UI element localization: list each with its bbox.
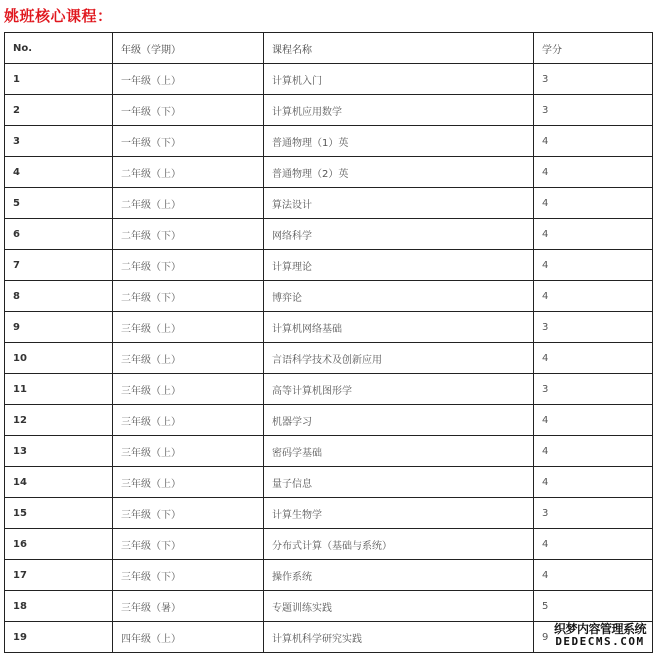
row-number [5, 64, 113, 95]
row-credit-text: 3 [542, 321, 549, 333]
row-credit [534, 436, 653, 467]
row-credit-text: 3 [542, 383, 549, 395]
table-row [5, 622, 653, 653]
row-credit-text: 4 [542, 166, 549, 178]
table-row [5, 467, 653, 498]
watermark [554, 623, 646, 647]
row-grade-semester [113, 560, 264, 591]
row-grade-semester [113, 95, 264, 126]
row-number [5, 281, 113, 312]
row-credit [534, 343, 653, 374]
row-course-name-text: 分布式计算（基础与系统） [272, 540, 392, 552]
table-row [5, 126, 653, 157]
header-credit: 学分 [534, 33, 653, 64]
row-number-text: 16 [13, 538, 27, 550]
row-grade-semester [113, 312, 264, 343]
table-row [5, 312, 653, 343]
row-grade-semester-text: 二年级（下） [121, 292, 181, 304]
row-grade-semester [113, 374, 264, 405]
row-credit [534, 591, 653, 622]
row-grade-semester-text: 三年级（下） [121, 509, 181, 521]
row-credit [534, 95, 653, 126]
row-course-name-text: 机器学习 [272, 416, 312, 428]
row-number-text: 3 [13, 135, 20, 147]
header-no: No. [5, 33, 113, 64]
row-course-name [264, 312, 534, 343]
row-grade-semester [113, 343, 264, 374]
row-grade-semester-text: 三年级（上） [121, 323, 181, 335]
table-row [5, 591, 653, 622]
watermark-text-en: DEDECMS.COM [555, 634, 645, 648]
row-credit-text: 4 [542, 538, 549, 550]
row-number-text: 11 [13, 383, 27, 395]
row-course-name-text: 计算机入门 [272, 75, 322, 87]
row-course-name-text: 高等计算机图形学 [272, 385, 352, 397]
row-grade-semester-text: 二年级（上） [121, 199, 181, 211]
row-credit-text: 4 [542, 290, 549, 302]
row-course-name-text: 计算生物学 [272, 509, 322, 521]
table-row [5, 281, 653, 312]
row-course-name-text: 普通物理（1）英 [272, 137, 349, 149]
table-row [5, 219, 653, 250]
row-number [5, 188, 113, 219]
table-row [5, 343, 653, 374]
row-number [5, 436, 113, 467]
row-course-name-text: 言语科学技术及创新应用 [272, 354, 382, 366]
row-course-name [264, 405, 534, 436]
row-grade-semester-text: 三年级（上） [121, 447, 181, 459]
row-grade-semester-text: 二年级（下） [121, 261, 181, 273]
row-grade-semester [113, 126, 264, 157]
row-grade-semester [113, 64, 264, 95]
row-grade-semester [113, 467, 264, 498]
row-credit [534, 250, 653, 281]
row-grade-semester [113, 622, 264, 653]
table-row [5, 529, 653, 560]
row-credit [534, 374, 653, 405]
row-number-text: 7 [13, 259, 20, 271]
row-number-text: 2 [13, 104, 20, 116]
row-credit [534, 281, 653, 312]
row-grade-semester-text: 三年级（上） [121, 478, 181, 490]
row-credit-text: 4 [542, 135, 549, 147]
table-row [5, 64, 653, 95]
row-number-text: 17 [13, 569, 27, 581]
table-row [5, 95, 653, 126]
row-course-name [264, 591, 534, 622]
row-credit-text: 4 [542, 259, 549, 271]
row-credit-text: 5 [542, 600, 549, 612]
row-credit-text: 4 [542, 197, 549, 209]
row-course-name [264, 64, 534, 95]
row-course-name [264, 219, 534, 250]
row-course-name [264, 467, 534, 498]
row-course-name [264, 281, 534, 312]
row-course-name-text: 量子信息 [272, 478, 312, 490]
row-grade-semester [113, 188, 264, 219]
row-credit-text: 4 [542, 569, 549, 581]
row-grade-semester-text: 三年级（上） [121, 354, 181, 366]
row-number-text: 18 [13, 600, 27, 612]
row-credit [534, 498, 653, 529]
row-grade-semester-text: 三年级（上） [121, 385, 181, 397]
row-number [5, 560, 113, 591]
page-title: 姚班核心课程： [4, 7, 113, 25]
row-course-name [264, 374, 534, 405]
row-course-name-text: 密码学基础 [272, 447, 322, 459]
row-credit [534, 188, 653, 219]
row-grade-semester [113, 591, 264, 622]
row-grade-semester-text: 三年级（下） [121, 571, 181, 583]
table-row [5, 250, 653, 281]
row-number-text: 12 [13, 414, 27, 426]
row-course-name-text: 操作系统 [272, 571, 312, 583]
row-course-name [264, 436, 534, 467]
row-credit [534, 529, 653, 560]
row-course-name-text: 专题训练实践 [272, 602, 332, 614]
row-number-text: 9 [13, 321, 20, 333]
row-number-text: 15 [13, 507, 27, 519]
row-grade-semester [113, 405, 264, 436]
row-grade-semester-text: 二年级（上） [121, 168, 181, 180]
table-header-row [5, 33, 653, 64]
core-courses-table [4, 32, 653, 653]
row-number [5, 405, 113, 436]
row-credit [534, 467, 653, 498]
row-credit [534, 560, 653, 591]
row-grade-semester-text: 二年级（下） [121, 230, 181, 242]
row-number [5, 219, 113, 250]
row-number-text: 5 [13, 197, 20, 209]
row-grade-semester-text: 一年级（上） [121, 75, 181, 87]
row-course-name-text: 计算理论 [272, 261, 312, 273]
row-number [5, 498, 113, 529]
row-course-name-text: 计算机应用数学 [272, 106, 342, 118]
row-credit-text: 3 [542, 104, 549, 116]
row-grade-semester-text: 一年级（下） [121, 106, 181, 118]
row-course-name [264, 126, 534, 157]
watermark-text-cn: 织梦内容管理系统 [553, 622, 646, 636]
header-course-name: 课程名称 [264, 33, 534, 64]
row-grade-semester-text: 四年级（上） [121, 633, 181, 645]
row-number [5, 591, 113, 622]
row-number-text: 1 [13, 73, 20, 85]
row-course-name-text: 博弈论 [272, 292, 302, 304]
row-credit [534, 126, 653, 157]
row-credit [534, 405, 653, 436]
row-credit [534, 312, 653, 343]
row-number-text: 10 [13, 352, 27, 364]
row-credit [534, 157, 653, 188]
row-grade-semester-text: 一年级（下） [121, 137, 181, 149]
row-number [5, 95, 113, 126]
row-credit [534, 64, 653, 95]
row-grade-semester [113, 250, 264, 281]
row-credit-text: 3 [542, 73, 549, 85]
row-course-name [264, 157, 534, 188]
row-grade-semester-text: 三年级（上） [121, 416, 181, 428]
row-number [5, 374, 113, 405]
row-number [5, 529, 113, 560]
table-row [5, 405, 653, 436]
row-number-text: 6 [13, 228, 20, 240]
row-course-name [264, 529, 534, 560]
row-credit [534, 622, 653, 653]
row-number [5, 622, 113, 653]
row-course-name [264, 560, 534, 591]
table-row [5, 374, 653, 405]
row-grade-semester [113, 157, 264, 188]
row-course-name [264, 95, 534, 126]
row-grade-semester-text: 三年级（下） [121, 540, 181, 552]
row-course-name [264, 343, 534, 374]
row-number [5, 312, 113, 343]
row-number-text: 13 [13, 445, 27, 457]
table-row [5, 498, 653, 529]
row-grade-semester [113, 219, 264, 250]
header-grade: 年级（学期） [113, 33, 264, 64]
row-course-name-text: 计算机网络基础 [272, 323, 342, 335]
row-course-name-text: 网络科学 [272, 230, 312, 242]
row-course-name-text: 普通物理（2）英 [272, 168, 349, 180]
row-course-name-text: 计算机科学研究实践 [272, 633, 362, 645]
row-credit-text: 4 [542, 414, 549, 426]
row-credit-text: 3 [542, 507, 549, 519]
row-number [5, 467, 113, 498]
row-course-name [264, 622, 534, 653]
row-number-text: 19 [13, 631, 27, 643]
table-row [5, 157, 653, 188]
row-number [5, 343, 113, 374]
row-credit [534, 219, 653, 250]
table-row [5, 436, 653, 467]
row-number-text: 4 [13, 166, 20, 178]
row-course-name [264, 188, 534, 219]
row-grade-semester [113, 281, 264, 312]
row-grade-semester-text: 三年级（暑） [121, 602, 181, 614]
row-credit-text: 4 [542, 352, 549, 364]
table-row [5, 560, 653, 591]
row-number [5, 250, 113, 281]
row-credit-text: 4 [542, 476, 549, 488]
table-row [5, 188, 653, 219]
row-number-text: 14 [13, 476, 27, 488]
row-grade-semester [113, 436, 264, 467]
row-number-text: 8 [13, 290, 20, 302]
row-number [5, 126, 113, 157]
row-credit-text: 4 [542, 228, 549, 240]
row-credit-text: 9 [542, 631, 549, 643]
row-course-name [264, 250, 534, 281]
row-grade-semester [113, 529, 264, 560]
row-course-name-text: 算法设计 [272, 199, 312, 211]
row-course-name [264, 498, 534, 529]
row-number [5, 157, 113, 188]
row-grade-semester [113, 498, 264, 529]
row-credit-text: 4 [542, 445, 549, 457]
